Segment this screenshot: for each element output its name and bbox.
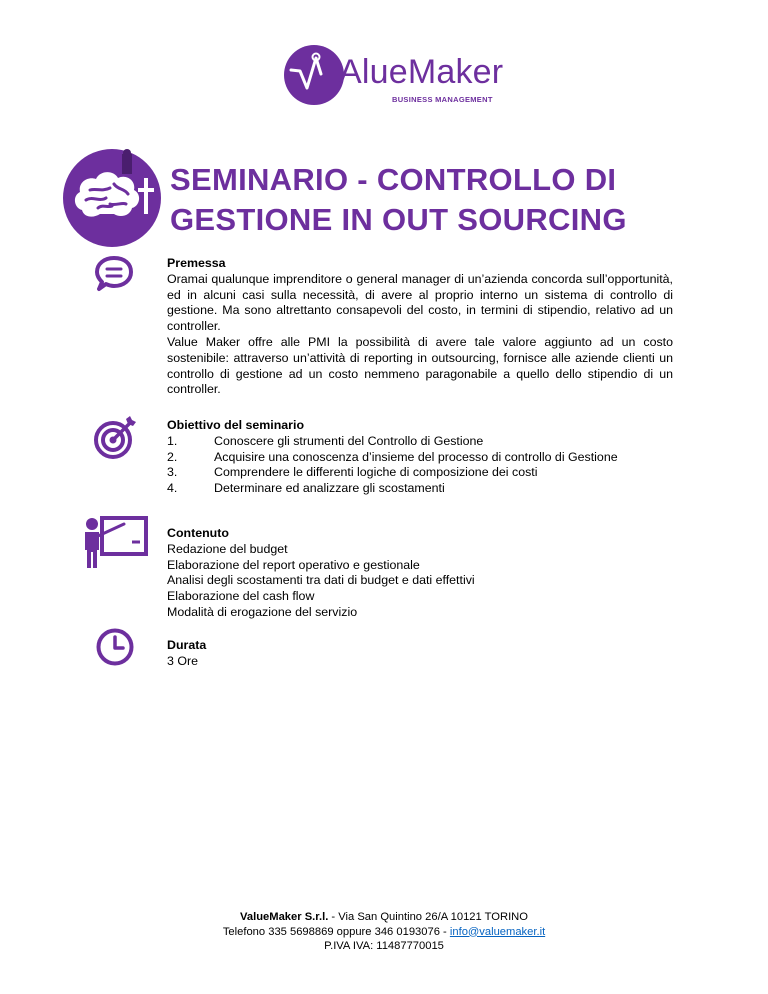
obiettivo-heading: Obiettivo del seminario xyxy=(167,418,305,432)
list-item xyxy=(167,481,673,497)
footer-address-line xyxy=(0,910,768,925)
durata-heading: Durata xyxy=(167,638,207,652)
list-number: 3. xyxy=(167,465,178,480)
chat-bubble-icon xyxy=(94,255,134,293)
list-text: Conoscere gli strumenti del Controllo di Gestione xyxy=(214,433,484,448)
list-number: 2. xyxy=(167,449,178,464)
premessa-paragraph-2: Value Maker offre alle PMI la possibilità di avere tale valore aggiunto ad un costo sostenibile: attraverso un’attività di reporting in outsourcing, fornisce alle aziende clienti un controllo di gestione ad un costo nemmeno paragonabile a quello dello stipendio di un controller. xyxy=(167,334,673,397)
list-text: Acquisire una conoscenza d’insieme del processo di controllo di Gestione xyxy=(214,449,618,464)
list-text: Comprendere le differenti logiche di composizione dei costi xyxy=(214,465,538,480)
logo-brand-text: AlueMaker xyxy=(339,53,504,91)
logo-tagline: BUSINESS MANAGEMENT xyxy=(392,95,493,104)
list-item xyxy=(167,465,673,481)
list-number: 4. xyxy=(167,481,178,496)
contenuto-heading: Contenuto xyxy=(167,526,229,540)
page-footer xyxy=(0,910,768,954)
footer-address: - Via San Quintino 26/A 10121 TORINO xyxy=(328,911,528,923)
footer-email-link[interactable]: info@valuemaker.it xyxy=(449,925,546,938)
section-obiettivo xyxy=(167,418,673,497)
durata-value: 3 Ore xyxy=(167,653,198,668)
list-text: Determinare ed analizzare gli scostamenti xyxy=(214,481,445,496)
list-item: Redazione del budget xyxy=(167,541,288,556)
premessa-paragraph-1: Oramai qualunque imprenditore o general manager di un’azienda concorda sull’opportunità, ed in alcuni casi sulla necessità, di avere al proprio interno un sistema di controllo di gestione. Ma sono altrettanto consapevoli del costo, in termini di stipendio, relativo ad un controller. xyxy=(167,271,673,334)
title-line-2: GESTIONE IN OUT SOURCING xyxy=(170,202,627,237)
list-item: Modalità di erogazione del servizio xyxy=(167,604,358,619)
target-icon xyxy=(93,416,137,460)
list-item xyxy=(167,450,673,466)
footer-company-name: ValueMaker S.r.l. xyxy=(240,911,329,923)
premessa-heading: Premessa xyxy=(167,256,226,270)
list-item: Elaborazione del report operativo e gestionale xyxy=(167,557,420,572)
clock-icon xyxy=(95,627,135,667)
list-item: Elaborazione del cash flow xyxy=(167,589,315,604)
title-line-1: SEMINARIO - CONTROLLO DI xyxy=(170,162,617,197)
section-contenuto xyxy=(167,526,673,621)
list-number: 1. xyxy=(167,433,178,448)
section-premessa xyxy=(167,256,673,398)
list-item xyxy=(167,434,673,450)
footer-vat: P.IVA IVA: 11487770015 xyxy=(324,940,444,952)
footer-phone: Telefono 335 5698869 oppure 346 0193076 - xyxy=(222,925,450,938)
teacher-board-icon xyxy=(80,514,150,570)
logo-v-icon xyxy=(283,44,347,106)
list-item: Analisi degli scostamenti tra dati di budget e dati effettivi xyxy=(167,573,475,588)
brain-icon xyxy=(60,148,164,248)
page-title xyxy=(170,160,730,240)
company-logo xyxy=(283,44,504,106)
footer-contact-line xyxy=(0,925,768,940)
section-durata xyxy=(167,638,673,670)
